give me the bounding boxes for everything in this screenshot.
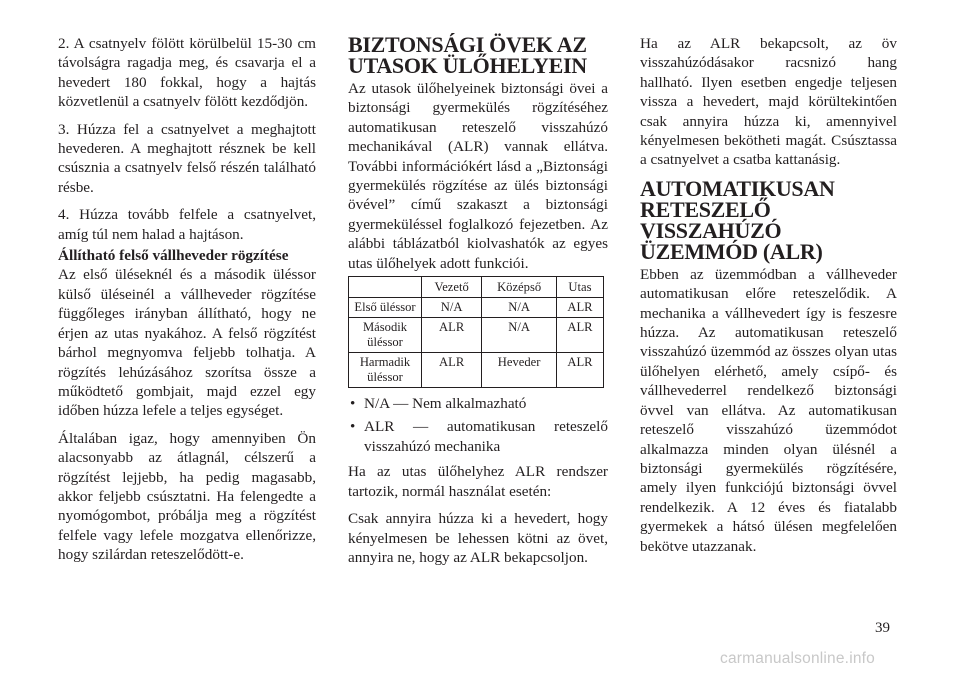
table-cell: ALR xyxy=(422,353,482,388)
right-column xyxy=(640,34,897,564)
alr-mode-paragraph: Ebben az üzemmódban a vállheveder automatikusan előre reteszelődik. A mechanika a vállhevedert így is feszesre húzza. Az automatikusan reteszelő visszahúzó üzemmód az összes olyan utas ülőhelyen elérhető, amely csípő- és vállhevederrel rendelkező biztonsági övvel van ellátva. Az automatikusan reteszelő visszahúzó üzemmódot alkalmazza minden olyan ülésnél a biztonsági gyermekülés rögzítésére, amely ilyen funkciójú biztonsági övvel rendelkezik. A 12 éves és fiatalabb gyermekek a hátsó ülésen megfelelően bekötve utazzanak. xyxy=(640,265,897,555)
row-label: Harmadik üléssor xyxy=(349,353,422,388)
abbreviation-list xyxy=(348,394,608,456)
table-cell: ALR xyxy=(556,298,603,318)
table-column-header: Utas xyxy=(556,277,603,298)
alr-pull-paragraph: Csak annyira húzza ki a hevedert, hogy kényelmesen be lehessen kötni az övet, annyira ne, hogy az ALR bekapcsoljon. xyxy=(348,510,608,566)
table-corner-cell xyxy=(349,277,422,298)
table-row xyxy=(349,353,604,388)
adjustment-advice-paragraph: Általában igaz, hogy amennyiben Ön alacsonyabb az átlagnál, célszerű a rögzítést lejjebb, ha pedig magasabb, akkor feljebb csúsztatni. Ha felengedte a nyomógombot, próbálja meg a rögzítést felfele vagy lefele mozgatva ellenőrizze, hogy szilárdan reteszelődött-e. xyxy=(58,429,316,564)
note-text: N/A — Nem alkalmazható xyxy=(364,395,527,413)
shoulder-anchor-paragraph: Az első üléseknél és a második üléssor külső üléseinél a vállheveder rögzítése függőleges irányban állítható, hogy ne érjen az utas nyakához. A felső rögzítést bárhol megnyomva feljebb tolhatja. A rögzítés lehúzásához szorítsa össze a működtető gombjait, majd ezzel egy időben húzza lefele a teljes egységet. xyxy=(58,266,316,420)
shoulder-anchor-subheading: Állítható felső vállheveder rögzítése xyxy=(58,247,289,265)
watermark-text: carmanualsonline.info xyxy=(720,650,875,667)
page-number: 39 xyxy=(875,620,890,636)
table-cell: ALR xyxy=(556,318,603,353)
passenger-seatbelts-intro: Az utasok ülőhelyeinek biztonsági övei a biztonsági gyermekülés rögzítéséhez automatikusan reteszelő visszahúzó mechanikával (ALR) vannak ellátva. További információkért lásd a „Biztonsági gyermekülés rögzítése az ülés biztonsági övével” című szakaszt a biztonsági gyermeküléssel foglalkozó fejezetben. Az alábbi táblázatból kiolvashatók az egyes utas ülőhelyek adott funkciói. xyxy=(348,80,608,272)
step-2-paragraph: 2. A csatnyelv fölött körülbelül 15-30 cm távolságra ragadja meg, és csavarja el a hevedert 180 fokkal, hogy a hajtás közvetlenül a csatnyelv fölött kezdődjön. xyxy=(58,35,316,111)
seating-position-table xyxy=(348,276,604,388)
left-column xyxy=(58,34,316,573)
table-column-header: Vezető xyxy=(422,277,482,298)
bullet-icon: • xyxy=(350,418,356,436)
step-3-paragraph: 3. Húzza fel a csatnyelvet a meghajtott hevederen. A meghajtott résznek be kell csúsznia a csatnyelv felső részén található résbe. xyxy=(58,120,316,196)
table-row xyxy=(349,318,604,353)
table-row xyxy=(349,298,604,318)
table-column-header: Középső xyxy=(482,277,557,298)
table-header-row xyxy=(349,277,604,298)
step-4-paragraph: 4. Húzza tovább felfele a csatnyelvet, amíg túl nem halad a hajtáson. xyxy=(58,206,316,243)
alr-engaged-paragraph: Ha az ALR bekapcsolt, az öv visszahúzódásakor racsnizó hang hallható. Ilyen esetben engedje teljesen vissza a hevedert, majd körültekintően csak annyira húzza ki, amennyivel kényelmesen bekötheti magát. Csúsztassa a csatnyelvet a csatba kattanásig. xyxy=(640,35,897,169)
middle-column xyxy=(348,34,608,575)
bullet-icon: • xyxy=(350,395,356,413)
table-cell: ALR xyxy=(556,353,603,388)
table-cell: N/A xyxy=(482,318,557,353)
table-cell: N/A xyxy=(422,298,482,318)
table-cell: ALR xyxy=(422,318,482,353)
list-item xyxy=(348,417,608,456)
table-cell: N/A xyxy=(482,298,557,318)
list-item xyxy=(348,394,608,413)
alr-mode-heading: AUTOMATIKUSAN RETESZELŐ VISSZAHÚZÓ ÜZEMMÓD (ALR) xyxy=(640,175,835,264)
note-text: ALR — automatikusan reteszelő visszahúzó mechanika xyxy=(364,418,608,455)
table-cell: Heveder xyxy=(482,353,557,388)
row-label: Első üléssor xyxy=(349,298,422,318)
passenger-seatbelts-heading: BIZTONSÁGI ÖVEK AZ UTASOK ÜLŐHELYEIN xyxy=(348,32,587,78)
row-label: Második üléssor xyxy=(349,318,422,353)
alr-normal-use-paragraph: Ha az utas ülőhelyhez ALR rendszer tartozik, normál használat esetén: xyxy=(348,463,608,500)
